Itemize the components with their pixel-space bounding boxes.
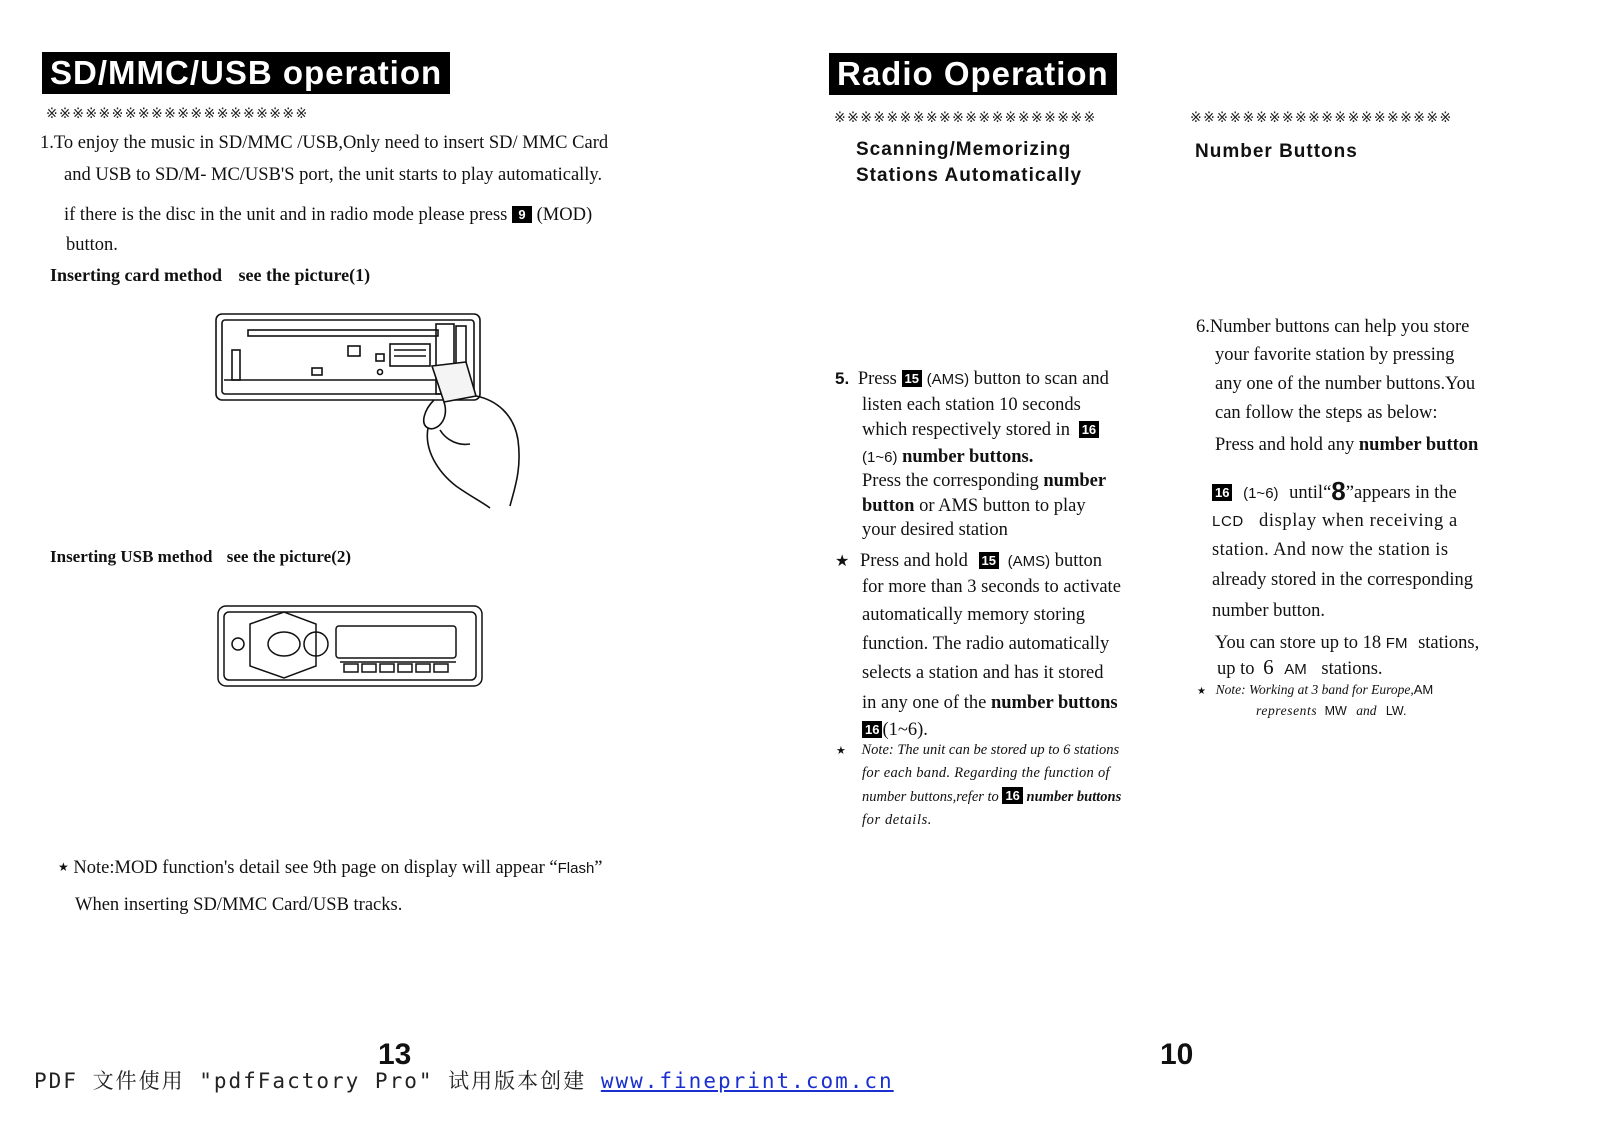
- star-divider: ※※※※※※※※※※※※※※※※※※※※: [834, 110, 1097, 126]
- ams-key-icon: 15: [902, 370, 922, 387]
- para-text: Press and hold any: [1215, 435, 1355, 455]
- para-line: any one of the number buttons.You: [1215, 374, 1476, 394]
- card-method-label: [50, 260, 370, 290]
- usb-method-see: see the picture(2): [226, 547, 352, 566]
- fm-label: FM: [1385, 635, 1408, 652]
- lw-label: LW.: [1385, 704, 1407, 718]
- para-text: display when receiving a: [1259, 511, 1458, 531]
- note-line: for each band. Regarding the function of: [862, 765, 1110, 781]
- number-key-icon: 16: [862, 721, 882, 738]
- note-star-icon: ★: [836, 745, 846, 757]
- para-line: already stored in the corresponding: [1212, 570, 1473, 590]
- paragraph-line: button.: [66, 235, 118, 255]
- section-subtitle: Stations Automatically: [856, 165, 1083, 186]
- pdf-footer: [34, 1065, 894, 1095]
- note-text-bold: number buttons: [1026, 789, 1122, 805]
- note-line: [1256, 699, 1406, 723]
- note-star-icon: ★: [58, 860, 69, 874]
- step-text-bold: number buttons.: [902, 447, 1034, 467]
- note-text: Note: The unit can be stored up to 6 stations: [861, 742, 1120, 758]
- ams-label: (AMS): [926, 371, 970, 388]
- step-line: [835, 366, 1109, 393]
- para-line: can follow the steps as below:: [1215, 403, 1438, 423]
- lcd-eight-glyph: 8: [1331, 476, 1346, 506]
- number-key-icon: 16: [1079, 421, 1099, 438]
- para-text-bold: number button: [1358, 435, 1479, 455]
- note-line: [836, 739, 1119, 763]
- star-divider: ※※※※※※※※※※※※※※※※※※※※: [46, 106, 309, 122]
- section-subtitle: Number Buttons: [1195, 141, 1358, 162]
- star-text: button: [1054, 551, 1103, 571]
- paragraph-text: if there is the disc in the unit and in radio mode please press: [64, 205, 508, 225]
- footer-link[interactable]: www.fineprint.com.cn: [600, 1069, 894, 1093]
- step-line: [862, 445, 1033, 471]
- star-line: [862, 688, 1118, 718]
- step-number: 5.: [835, 369, 850, 388]
- paragraph-line: 1.To enjoy the music in SD/MMC /USB,Only need to insert SD/ MMC Card: [40, 133, 609, 153]
- note-text: and: [1356, 703, 1377, 718]
- ams-key-icon: 15: [979, 552, 999, 569]
- paragraph-text: (MOD): [536, 205, 593, 225]
- range-label: (1~6): [862, 449, 898, 466]
- card-insertion-illustration: [214, 310, 534, 515]
- para-line: 6.Number buttons can help you store: [1196, 317, 1470, 337]
- section-subtitle: Scanning/Memorizing: [856, 139, 1072, 160]
- paragraph-line: [64, 200, 592, 230]
- usb-method-label: [50, 542, 351, 572]
- star-text-bold: number buttons: [990, 693, 1118, 713]
- mw-label: MW: [1324, 704, 1347, 718]
- page-number-right: 10: [1160, 1038, 1194, 1071]
- star-text: (1~6).: [882, 720, 928, 740]
- note-text: Note: Working at 3 band for Europe,: [1215, 682, 1414, 697]
- ams-label: (AMS): [1007, 553, 1051, 570]
- para-text: You can store up to 18: [1215, 633, 1382, 653]
- step-text: or AMS button to play: [919, 496, 1086, 516]
- lcd-label: LCD: [1212, 513, 1244, 530]
- card-method-title: Inserting card method: [50, 265, 222, 285]
- step-line: [862, 418, 1099, 444]
- para-line: [1212, 476, 1457, 509]
- step-text-bold: button: [862, 496, 915, 516]
- step-text: button to scan and: [973, 369, 1109, 389]
- para-text: up to: [1217, 659, 1255, 679]
- note-text: represents: [1256, 703, 1318, 718]
- para-line: number button.: [1212, 601, 1326, 621]
- note-star-icon: ★: [1197, 686, 1206, 697]
- star-divider: ※※※※※※※※※※※※※※※※※※※※: [1190, 110, 1453, 126]
- note-line: [862, 786, 1121, 809]
- star-text: Press and hold: [859, 551, 968, 571]
- paragraph-line: and USB to SD/M- MC/USB'S port, the unit starts to play automatically.: [64, 165, 603, 185]
- usb-panel-illustration: [216, 604, 486, 690]
- step-line: [862, 469, 1106, 495]
- star-line: selects a station and has it stored: [862, 663, 1104, 683]
- star-line: for more than 3 seconds to activate: [862, 577, 1121, 597]
- mod-note-line: When inserting SD/MMC Card/USB tracks.: [75, 895, 403, 915]
- star-text: in any one of the: [862, 693, 987, 713]
- note-text: Note:MOD function's detail see 9th page on display will appear “: [73, 858, 558, 878]
- number-key-icon: 16: [1212, 484, 1232, 501]
- card-method-see: see the picture(1): [238, 265, 371, 285]
- number-key-icon: 16: [1002, 787, 1022, 804]
- para-text: stations.: [1321, 659, 1383, 679]
- step-line: [862, 494, 1086, 520]
- range-label: (1~6): [1243, 485, 1279, 502]
- step-text: Press: [857, 369, 897, 389]
- para-line: your favorite station by pressing: [1215, 345, 1455, 365]
- step-line: listen each station 10 seconds: [862, 395, 1081, 415]
- step-text: Press the corresponding: [862, 471, 1039, 491]
- am-count: 6: [1263, 655, 1274, 679]
- note-text: ”: [594, 858, 603, 878]
- page-title-radio: Radio Operation: [829, 53, 1117, 95]
- note-line: for details.: [862, 812, 933, 828]
- usb-method-title: Inserting USB method: [50, 547, 213, 566]
- footer-text: PDF 文件使用 "pdfFactory Pro" 试用版本创建: [34, 1069, 587, 1093]
- para-line: station. And now the station is: [1212, 540, 1449, 560]
- note-text: number buttons,refer to: [862, 789, 999, 805]
- para-line: [1215, 430, 1478, 460]
- page-title-sd-usb: SD/MMC/USB operation: [42, 52, 450, 94]
- step-line: your desired station: [862, 520, 1008, 540]
- am-label: AM: [1284, 661, 1307, 678]
- star-line: automatically memory storing: [862, 605, 1085, 625]
- para-text: stations,: [1418, 633, 1480, 653]
- mod-key-icon: 9: [512, 206, 532, 223]
- page-number-left: 13: [378, 1038, 412, 1071]
- mod-note-line: [58, 852, 603, 884]
- step-text-bold: number: [1043, 471, 1107, 491]
- para-line: [1212, 506, 1458, 537]
- para-text: ”appears in the: [1345, 483, 1457, 503]
- am-label: AM: [1413, 682, 1434, 697]
- star-line: function. The radio automatically: [862, 634, 1110, 654]
- flash-text: Flash: [557, 860, 595, 877]
- star-bullet-icon: ★: [835, 553, 850, 570]
- step-text: which respectively stored in: [862, 420, 1071, 440]
- para-text: until“: [1289, 483, 1332, 503]
